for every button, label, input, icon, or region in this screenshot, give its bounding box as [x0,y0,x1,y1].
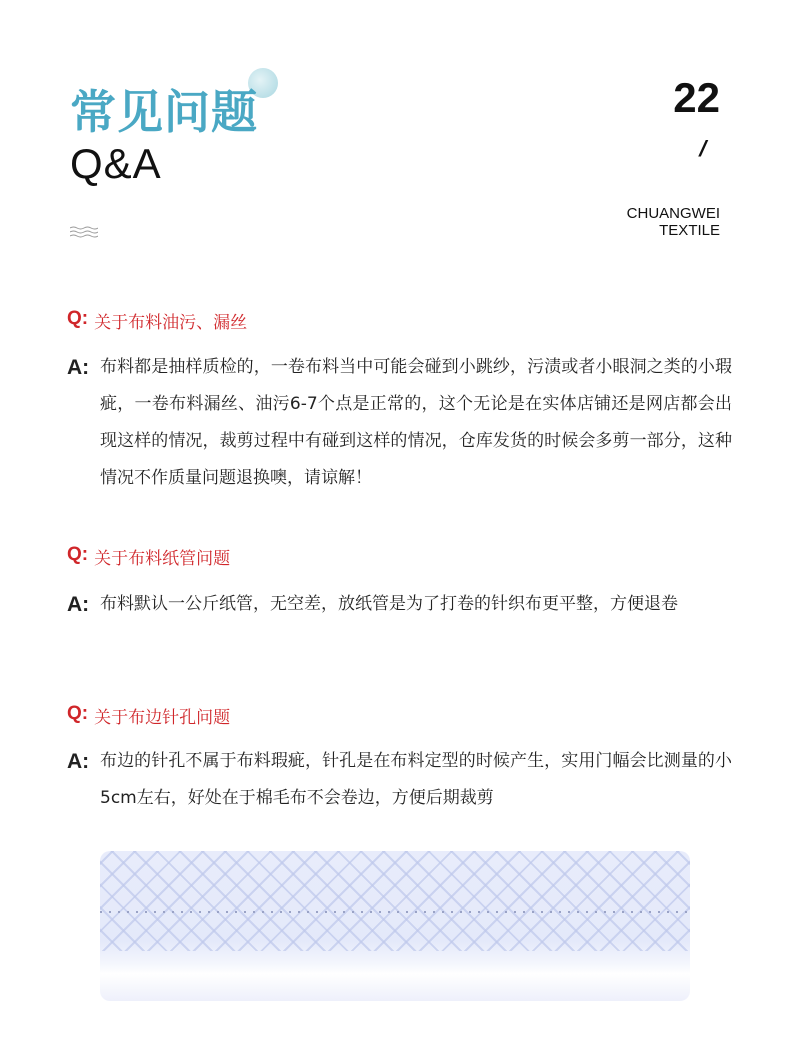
brand-line-2: TEXTILE [659,222,720,239]
a-label: A: [67,356,90,379]
a-label: A: [67,750,90,773]
slash-mark: / [696,136,710,161]
brand-line-1: CHUANGWEI [626,205,720,222]
answer-text: 布边的针孔不属于布料瑕疵，针孔是在布料定型的时候产生，实用门幅会比测量的小5cm左右，好处在于棉毛布不会卷边，方便后期裁剪 [100,751,732,808]
answer-text: 布料都是抽样质检的，一卷布料当中可能会碰到小跳纱，污渍或者小眼洞之类的小瑕疵，一卷布料漏丝、油污6-7个点是正常的，这个无论是在实体店铺还是网店都会出现这样的情况，裁剪过程中有碰到这样的情况，仓库发货的时候会多剪一部分，这种情况不作质量问题退换噢，请谅解！ [100,357,732,488]
answer [67,743,732,817]
q-label: Q: [67,544,89,565]
wave-icon [70,226,98,238]
answer-text: 布料默认一公斤纸管，无空差，放纸管是为了打卷的针织布更平整，方便退卷 [100,594,678,614]
page-number: 22 [673,74,720,121]
a-label: A: [67,593,90,616]
question-text: 关于布料油污、漏丝 [94,313,248,333]
question [67,703,230,728]
fabric-edge-photo [100,851,690,1001]
question [67,544,230,569]
page-subtitle: Q&A [70,140,162,187]
brand-name [627,205,720,239]
answer [67,349,732,497]
pinholes [100,911,690,913]
answer [67,586,732,623]
fabric-texture [100,851,690,951]
question-text: 关于布料纸管问题 [94,549,231,569]
question [67,308,247,333]
question-text: 关于布边针孔问题 [94,708,231,728]
page-title: 常见问题 [70,85,258,139]
q-label: Q: [67,308,89,329]
q-label: Q: [67,703,89,724]
